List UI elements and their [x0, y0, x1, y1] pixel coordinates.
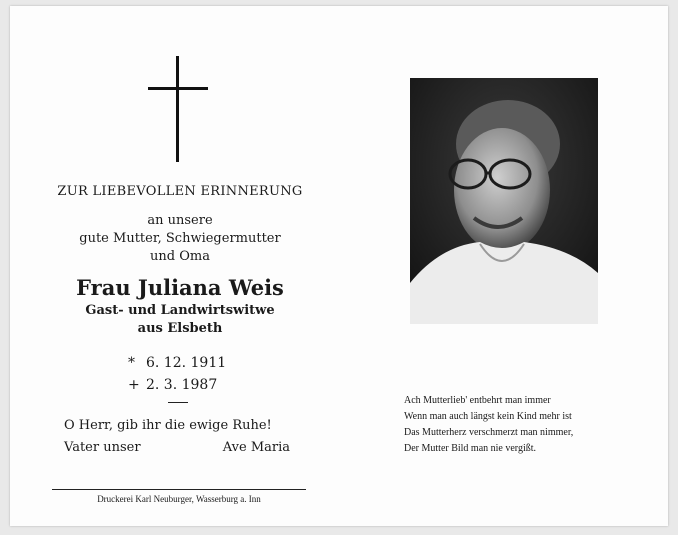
occupation: Gast- und Landwirtswitwe: [85, 303, 275, 318]
footer-divider: [52, 489, 306, 490]
deceased-description: [40, 302, 320, 338]
birth-date-row: [128, 352, 226, 374]
printer-credit: Druckerei Karl Neuburger, Wasserburg a. Inn: [97, 494, 261, 504]
divider: [168, 402, 188, 403]
memorial-heading: ZUR LIEBEVOLLEN ERINNERUNG: [57, 184, 303, 199]
cross-icon: [148, 56, 208, 162]
prayer-text: O Herr, gib ihr die ewige Ruhe!: [64, 418, 272, 433]
death-date: 2. 3. 1987: [146, 377, 218, 393]
life-dates: [128, 352, 226, 396]
portrait-photo-icon: [410, 78, 598, 324]
prayer-names: [64, 440, 290, 455]
deceased-name: Frau Juliana Weis: [76, 275, 284, 300]
hometown: aus Elsbeth: [137, 321, 223, 336]
death-cross-icon: +: [128, 377, 140, 393]
poem-line: Wenn man auch längst kein Kind mehr ist: [404, 411, 572, 422]
dedication-line: und Oma: [150, 249, 210, 264]
poem-line: Ach Mutterlieb' entbehrt man immer: [404, 395, 551, 406]
poem-line: Der Mutter Bild man nie vergißt.: [404, 443, 537, 454]
prayer-our-father: Vater unser: [64, 440, 141, 455]
prayer-hail-mary: Ave Maria: [222, 440, 290, 455]
birth-date: 6. 12. 1911: [146, 355, 227, 371]
poem: [404, 393, 573, 457]
birth-star-icon: *: [128, 355, 135, 371]
death-date-row: [128, 374, 226, 396]
dedication-line: an unsere: [147, 213, 213, 228]
dedication-text: [40, 212, 320, 266]
poem-line: Das Mutterherz verschmerzt man nimmer,: [404, 427, 574, 438]
dedication-line: gute Mutter, Schwiegermutter: [79, 231, 281, 246]
